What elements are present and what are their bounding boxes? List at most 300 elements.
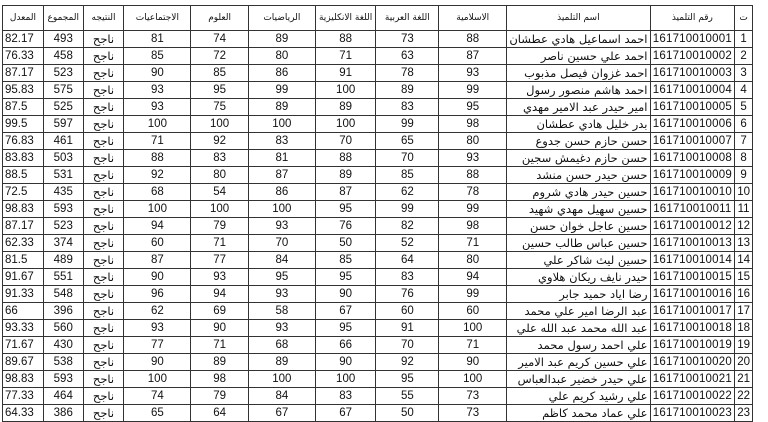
cell-total: 597: [43, 116, 83, 133]
header-student-name: اسم التلميذ: [507, 6, 650, 31]
cell-arabic: 62: [376, 184, 439, 201]
cell-total: 458: [43, 48, 83, 65]
cell-average: 89.67: [3, 354, 44, 371]
cell-science: 83: [191, 150, 249, 167]
cell-english: 50: [315, 235, 376, 252]
header-social: الاجتماعيات: [124, 6, 191, 31]
cell-social: 93: [124, 320, 191, 337]
cell-result: ناجح: [83, 354, 124, 371]
cell-total: 575: [43, 82, 83, 99]
cell-result: ناجح: [83, 320, 124, 337]
cell-arabic: 99: [376, 116, 439, 133]
cell-science: 75: [191, 99, 249, 116]
cell-social: 62: [124, 303, 191, 320]
cell-total: 396: [43, 303, 83, 320]
cell-islamic: 60: [439, 303, 507, 320]
table-row: [3, 48, 753, 65]
cell-science: 77: [191, 252, 249, 269]
cell-student-name: عبد الله محمد عبد الله علي: [507, 320, 650, 337]
cell-english: 100: [315, 82, 376, 99]
cell-result: ناجح: [83, 405, 124, 422]
cell-social: 77: [124, 337, 191, 354]
cell-student-id: 161710010003: [650, 65, 735, 82]
cell-seq: 22: [735, 388, 753, 405]
cell-average: 87.5: [3, 99, 44, 116]
table-row: [3, 269, 753, 286]
cell-islamic: 93: [439, 150, 507, 167]
header-seq: ت: [735, 6, 753, 31]
cell-result: ناجح: [83, 48, 124, 65]
cell-student-name: احمد علي حسين ناصر: [507, 48, 650, 65]
cell-seq: 2: [735, 48, 753, 65]
cell-student-id: 161710010015: [650, 269, 735, 286]
cell-student-name: حسن حازم حسن جدوع: [507, 133, 650, 150]
cell-seq: 5: [735, 99, 753, 116]
cell-english: 100: [315, 116, 376, 133]
cell-student-id: 161710010010: [650, 184, 735, 201]
cell-result: ناجح: [83, 150, 124, 167]
cell-social: 85: [124, 48, 191, 65]
cell-math: 100: [248, 371, 315, 388]
header-math: الرياضيات: [248, 6, 315, 31]
cell-islamic: 71: [439, 235, 507, 252]
cell-student-id: 161710010013: [650, 235, 735, 252]
cell-arabic: 55: [376, 388, 439, 405]
cell-total: 489: [43, 252, 83, 269]
cell-seq: 23: [735, 405, 753, 422]
table-row: [3, 31, 753, 48]
cell-student-id: 161710010006: [650, 116, 735, 133]
cell-islamic: 90: [439, 354, 507, 371]
cell-science: 98: [191, 371, 249, 388]
cell-social: 94: [124, 218, 191, 235]
header-row: [3, 6, 753, 31]
cell-english: 90: [315, 354, 376, 371]
cell-student-id: 161710010021: [650, 371, 735, 388]
cell-seq: 4: [735, 82, 753, 99]
cell-math: 89: [248, 99, 315, 116]
table-row: [3, 65, 753, 82]
cell-average: 66: [3, 303, 44, 320]
cell-average: 62.33: [3, 235, 44, 252]
table-row: [3, 167, 753, 184]
cell-seq: 17: [735, 303, 753, 320]
cell-islamic: 88: [439, 31, 507, 48]
cell-result: ناجح: [83, 235, 124, 252]
cell-student-id: 161710010011: [650, 201, 735, 218]
cell-islamic: 93: [439, 65, 507, 82]
cell-english: 67: [315, 405, 376, 422]
cell-student-name: حسين سهيل مهدي شهيد: [507, 201, 650, 218]
cell-student-name: حسين عاجل خوان حسن: [507, 218, 650, 235]
cell-result: ناجح: [83, 218, 124, 235]
cell-science: 93: [191, 269, 249, 286]
cell-science: 100: [191, 201, 249, 218]
table-row: [3, 150, 753, 167]
cell-seq: 8: [735, 150, 753, 167]
cell-social: 60: [124, 235, 191, 252]
grades-table: [2, 5, 753, 422]
cell-average: 76.83: [3, 133, 44, 150]
cell-student-id: 161710010022: [650, 388, 735, 405]
cell-average: 77.33: [3, 388, 44, 405]
cell-total: 523: [43, 65, 83, 82]
table-row: [3, 286, 753, 303]
cell-student-name: احمد اسماعيل هادي عطشان: [507, 31, 650, 48]
cell-seq: 9: [735, 167, 753, 184]
cell-result: ناجح: [83, 337, 124, 354]
cell-result: ناجح: [83, 184, 124, 201]
cell-english: 95: [315, 269, 376, 286]
cell-math: 93: [248, 320, 315, 337]
cell-social: 93: [124, 99, 191, 116]
cell-english: 89: [315, 167, 376, 184]
header-average: المعدل: [3, 6, 44, 31]
cell-math: 89: [248, 354, 315, 371]
cell-seq: 11: [735, 201, 753, 218]
cell-social: 87: [124, 252, 191, 269]
cell-arabic: 85: [376, 167, 439, 184]
cell-total: 531: [43, 167, 83, 184]
cell-social: 92: [124, 167, 191, 184]
table-row: [3, 337, 753, 354]
cell-student-name: حسن حيدر حسن منشد: [507, 167, 650, 184]
table-row: [3, 184, 753, 201]
cell-student-name: علي احمد رسول محمد: [507, 337, 650, 354]
cell-student-name: حسن حازم دغيمش سجين: [507, 150, 650, 167]
cell-islamic: 98: [439, 116, 507, 133]
cell-islamic: 80: [439, 133, 507, 150]
table-row: [3, 252, 753, 269]
cell-english: 95: [315, 201, 376, 218]
cell-social: 90: [124, 269, 191, 286]
cell-english: 71: [315, 48, 376, 65]
table-row: [3, 354, 753, 371]
header-student-id: رقم التلميذ: [650, 6, 735, 31]
cell-arabic: 73: [376, 31, 439, 48]
cell-seq: 15: [735, 269, 753, 286]
cell-total: 464: [43, 388, 83, 405]
cell-student-id: 161710010018: [650, 320, 735, 337]
cell-science: 92: [191, 133, 249, 150]
cell-student-name: علي حيدر خضير عبدالعباس: [507, 371, 650, 388]
cell-science: 69: [191, 303, 249, 320]
cell-student-id: 161710010017: [650, 303, 735, 320]
cell-student-id: 161710010004: [650, 82, 735, 99]
cell-student-name: عبد الرضا امير علي محمد: [507, 303, 650, 320]
cell-arabic: 65: [376, 133, 439, 150]
cell-student-name: احمد غزوان فيصل مذبوب: [507, 65, 650, 82]
cell-science: 79: [191, 388, 249, 405]
cell-english: 95: [315, 320, 376, 337]
cell-english: 90: [315, 286, 376, 303]
cell-seq: 3: [735, 65, 753, 82]
cell-seq: 10: [735, 184, 753, 201]
cell-seq: 20: [735, 354, 753, 371]
cell-result: ناجح: [83, 167, 124, 184]
header-result: النتيجه: [83, 6, 124, 31]
cell-student-name: علي حسين كريم عبد الامير: [507, 354, 650, 371]
cell-islamic: 87: [439, 48, 507, 65]
cell-math: 70: [248, 235, 315, 252]
cell-islamic: 71: [439, 337, 507, 354]
cell-student-id: 161710010014: [650, 252, 735, 269]
cell-social: 88: [124, 150, 191, 167]
cell-result: ناجح: [83, 65, 124, 82]
cell-result: ناجح: [83, 252, 124, 269]
cell-social: 68: [124, 184, 191, 201]
cell-total: 386: [43, 405, 83, 422]
cell-social: 96: [124, 286, 191, 303]
cell-science: 74: [191, 31, 249, 48]
cell-arabic: 64: [376, 252, 439, 269]
cell-english: 83: [315, 388, 376, 405]
cell-islamic: 78: [439, 184, 507, 201]
cell-total: 593: [43, 371, 83, 388]
cell-student-name: حسين ليث شاكر علي: [507, 252, 650, 269]
cell-total: 374: [43, 235, 83, 252]
cell-arabic: 70: [376, 150, 439, 167]
cell-social: 100: [124, 201, 191, 218]
cell-average: 72.5: [3, 184, 44, 201]
cell-seq: 12: [735, 218, 753, 235]
cell-social: 90: [124, 354, 191, 371]
cell-english: 66: [315, 337, 376, 354]
cell-math: 84: [248, 388, 315, 405]
cell-seq: 21: [735, 371, 753, 388]
cell-seq: 19: [735, 337, 753, 354]
cell-total: 525: [43, 99, 83, 116]
cell-average: 88.5: [3, 167, 44, 184]
cell-math: 89: [248, 31, 315, 48]
cell-arabic: 52: [376, 235, 439, 252]
cell-result: ناجح: [83, 371, 124, 388]
cell-islamic: 80: [439, 252, 507, 269]
cell-arabic: 83: [376, 269, 439, 286]
cell-science: 89: [191, 354, 249, 371]
cell-seq: 7: [735, 133, 753, 150]
cell-result: ناجح: [83, 116, 124, 133]
cell-total: 493: [43, 31, 83, 48]
grades-body: [3, 31, 753, 422]
cell-average: 76.33: [3, 48, 44, 65]
cell-math: 93: [248, 218, 315, 235]
cell-islamic: 88: [439, 167, 507, 184]
table-row: [3, 99, 753, 116]
cell-science: 100: [191, 116, 249, 133]
cell-arabic: 70: [376, 337, 439, 354]
cell-math: 87: [248, 167, 315, 184]
cell-result: ناجح: [83, 269, 124, 286]
cell-islamic: 94: [439, 269, 507, 286]
cell-islamic: 73: [439, 405, 507, 422]
cell-social: 81: [124, 31, 191, 48]
cell-result: ناجح: [83, 388, 124, 405]
cell-english: 76: [315, 218, 376, 235]
cell-math: 100: [248, 201, 315, 218]
cell-islamic: 100: [439, 371, 507, 388]
cell-seq: 6: [735, 116, 753, 133]
table-row: [3, 235, 753, 252]
cell-average: 87.17: [3, 218, 44, 235]
cell-seq: 14: [735, 252, 753, 269]
cell-science: 71: [191, 235, 249, 252]
cell-social: 71: [124, 133, 191, 150]
cell-average: 71.67: [3, 337, 44, 354]
cell-seq: 13: [735, 235, 753, 252]
cell-science: 54: [191, 184, 249, 201]
cell-science: 85: [191, 65, 249, 82]
cell-math: 67: [248, 405, 315, 422]
cell-result: ناجح: [83, 303, 124, 320]
cell-average: 93.33: [3, 320, 44, 337]
cell-student-id: 161710010020: [650, 354, 735, 371]
cell-total: 548: [43, 286, 83, 303]
table-row: [3, 388, 753, 405]
cell-student-id: 161710010019: [650, 337, 735, 354]
cell-student-id: 161710010023: [650, 405, 735, 422]
cell-science: 94: [191, 286, 249, 303]
cell-total: 430: [43, 337, 83, 354]
cell-total: 461: [43, 133, 83, 150]
cell-student-name: بدر خليل هادي عطشان: [507, 116, 650, 133]
cell-english: 87: [315, 184, 376, 201]
cell-student-id: 161710010008: [650, 150, 735, 167]
header-english: اللغة الانكليزية: [315, 6, 376, 31]
cell-average: 99.5: [3, 116, 44, 133]
cell-social: 65: [124, 405, 191, 422]
cell-arabic: 82: [376, 218, 439, 235]
cell-student-id: 161710010009: [650, 167, 735, 184]
cell-science: 80: [191, 167, 249, 184]
cell-arabic: 76: [376, 286, 439, 303]
cell-total: 551: [43, 269, 83, 286]
cell-english: 91: [315, 65, 376, 82]
cell-math: 81: [248, 150, 315, 167]
cell-english: 88: [315, 150, 376, 167]
cell-math: 93: [248, 286, 315, 303]
cell-math: 58: [248, 303, 315, 320]
cell-total: 435: [43, 184, 83, 201]
cell-result: ناجح: [83, 286, 124, 303]
cell-english: 67: [315, 303, 376, 320]
header-islamic: الاسلامية: [439, 6, 507, 31]
cell-average: 98.83: [3, 371, 44, 388]
cell-math: 80: [248, 48, 315, 65]
cell-average: 64.33: [3, 405, 44, 422]
cell-math: 95: [248, 269, 315, 286]
cell-total: 593: [43, 201, 83, 218]
cell-total: 538: [43, 354, 83, 371]
cell-seq: 16: [735, 286, 753, 303]
cell-average: 82.17: [3, 31, 44, 48]
cell-arabic: 60: [376, 303, 439, 320]
cell-math: 84: [248, 252, 315, 269]
cell-result: ناجح: [83, 133, 124, 150]
cell-result: ناجح: [83, 201, 124, 218]
table-row: [3, 82, 753, 99]
cell-social: 93: [124, 82, 191, 99]
cell-student-id: 161710010002: [650, 48, 735, 65]
table-row: [3, 303, 753, 320]
header-arabic: اللغة العربية: [376, 6, 439, 31]
cell-english: 70: [315, 133, 376, 150]
cell-total: 503: [43, 150, 83, 167]
cell-student-name: حيدر نايف ريكان هلاوي: [507, 269, 650, 286]
cell-student-name: احمد هاشم منصور رسول: [507, 82, 650, 99]
cell-student-name: حسين حيدر هادي شروم: [507, 184, 650, 201]
cell-islamic: 99: [439, 201, 507, 218]
cell-math: 68: [248, 337, 315, 354]
cell-islamic: 100: [439, 320, 507, 337]
cell-result: ناجح: [83, 31, 124, 48]
cell-average: 81.5: [3, 252, 44, 269]
cell-islamic: 95: [439, 99, 507, 116]
cell-average: 83.83: [3, 150, 44, 167]
cell-science: 90: [191, 320, 249, 337]
cell-student-name: رضا اياد حميد جابر: [507, 286, 650, 303]
cell-arabic: 95: [376, 371, 439, 388]
cell-science: 64: [191, 405, 249, 422]
cell-average: 87.17: [3, 65, 44, 82]
header-total: المجموع: [43, 6, 83, 31]
cell-student-id: 161710010007: [650, 133, 735, 150]
cell-science: 95: [191, 82, 249, 99]
cell-average: 91.67: [3, 269, 44, 286]
table-row: [3, 371, 753, 388]
cell-arabic: 78: [376, 65, 439, 82]
table-row: [3, 405, 753, 422]
cell-arabic: 89: [376, 82, 439, 99]
cell-result: ناجح: [83, 99, 124, 116]
cell-arabic: 99: [376, 201, 439, 218]
table-row: [3, 218, 753, 235]
header-science: العلوم: [191, 6, 249, 31]
table-row: [3, 201, 753, 218]
cell-student-id: 161710010005: [650, 99, 735, 116]
cell-social: 90: [124, 65, 191, 82]
cell-math: 86: [248, 65, 315, 82]
cell-seq: 1: [735, 31, 753, 48]
cell-student-id: 161710010001: [650, 31, 735, 48]
cell-student-id: 161710010016: [650, 286, 735, 303]
cell-english: 85: [315, 252, 376, 269]
cell-science: 72: [191, 48, 249, 65]
cell-social: 100: [124, 116, 191, 133]
cell-result: ناجح: [83, 82, 124, 99]
cell-math: 99: [248, 82, 315, 99]
cell-average: 95.83: [3, 82, 44, 99]
cell-social: 74: [124, 388, 191, 405]
cell-islamic: 99: [439, 82, 507, 99]
cell-average: 98.83: [3, 201, 44, 218]
cell-student-name: علي عماد محمد كاظم: [507, 405, 650, 422]
cell-total: 523: [43, 218, 83, 235]
cell-arabic: 50: [376, 405, 439, 422]
cell-student-name: امير حيدر عبد الامير مهدي: [507, 99, 650, 116]
cell-islamic: 98: [439, 218, 507, 235]
cell-science: 79: [191, 218, 249, 235]
cell-social: 100: [124, 371, 191, 388]
cell-english: 100: [315, 371, 376, 388]
cell-seq: 18: [735, 320, 753, 337]
table-row: [3, 320, 753, 337]
cell-student-name: علي رشيد كريم علي: [507, 388, 650, 405]
cell-math: 86: [248, 184, 315, 201]
cell-arabic: 63: [376, 48, 439, 65]
cell-total: 560: [43, 320, 83, 337]
table-row: [3, 133, 753, 150]
